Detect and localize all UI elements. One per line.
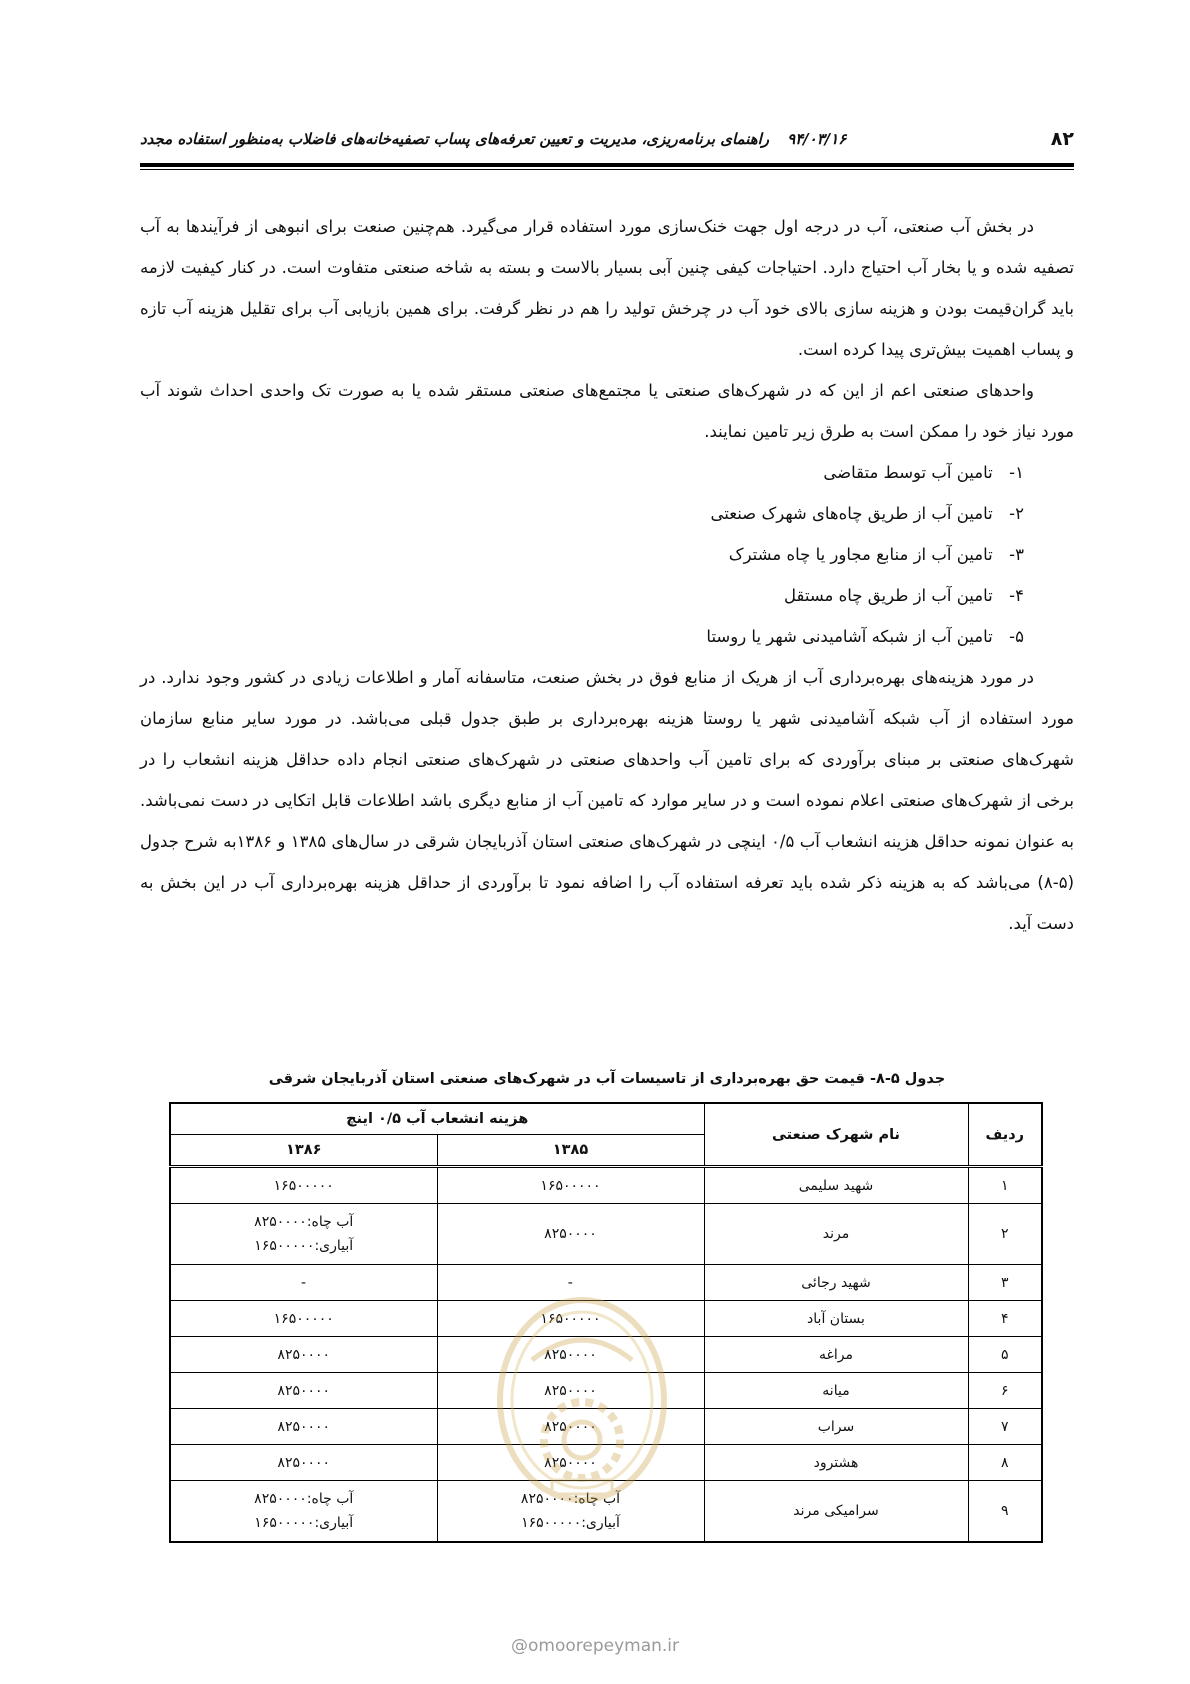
cell-1386: ۸۲۵۰۰۰۰ xyxy=(170,1337,437,1373)
cell-name: شهید رجائی xyxy=(704,1265,968,1301)
table-row xyxy=(170,1204,1042,1265)
table-caption: جدول ۵-۸- قیمت حق بهره‌برداری از تاسیسات آب در شهرک‌های صنعتی استان آذربایجان شرقی xyxy=(268,1071,946,1087)
list-text: تامین آب توسط متقاضی xyxy=(823,463,993,482)
running-title xyxy=(140,130,846,148)
cell-1386: ۸۲۵۰۰۰۰ xyxy=(170,1373,437,1409)
list-item xyxy=(140,534,1024,575)
footer-url[interactable] xyxy=(0,1636,1190,1656)
watermark-seal-icon xyxy=(492,1290,672,1520)
list-number: ۵- xyxy=(1009,627,1024,646)
cell-name: شهید سلیمی xyxy=(704,1167,968,1204)
cell-1386: ۸۲۵۰۰۰۰ xyxy=(170,1409,437,1445)
page-number: ۸۲ xyxy=(1050,128,1074,150)
cell-row: ۱ xyxy=(968,1167,1042,1204)
list-number: ۳- xyxy=(1009,545,1024,564)
header-title: راهنمای برنامه‌ریزی، مدیریت و تعیین تعرفه‌های پساب تصفیه‌خانه‌های فاضلاب به‌منظور استفاده مجدد xyxy=(140,130,770,148)
list-number: ۱- xyxy=(1009,463,1024,482)
list-item xyxy=(140,575,1024,616)
cell-1385: - xyxy=(437,1265,704,1301)
cell-name: مراغه xyxy=(704,1337,968,1373)
table-row xyxy=(170,1167,1042,1204)
cell-name: مرند xyxy=(704,1204,968,1265)
cell-1385-irrigation: آبیاری:۱۶۵۰۰۰۰۰ xyxy=(521,1515,620,1531)
cell-1386: ۱۶۵۰۰۰۰۰ xyxy=(170,1301,437,1337)
supply-methods-list xyxy=(140,452,1074,657)
cell-1386 xyxy=(170,1481,437,1543)
cell-name: سرامیکی مرند xyxy=(704,1481,968,1543)
cell-name: میانه xyxy=(704,1373,968,1409)
list-text: تامین آب از شبکه آشامیدنی شهر یا روستا xyxy=(706,627,993,646)
cell-1386-irrigation: آبیاری:۱۶۵۰۰۰۰۰ xyxy=(254,1515,354,1531)
cell-1386 xyxy=(170,1204,437,1265)
cell-1386: ۸۲۵۰۰۰۰ xyxy=(170,1445,437,1481)
cell-1386: ۱۶۵۰۰۰۰۰ xyxy=(170,1167,437,1204)
list-number: ۴- xyxy=(1009,586,1024,605)
col-header-name: نام شهرک صنعتی xyxy=(704,1103,968,1167)
cell-1385: ۸۲۵۰۰۰۰ xyxy=(437,1445,704,1481)
cell-1385: ۱۶۵۰۰۰۰۰ xyxy=(437,1167,704,1204)
cell-row: ۵ xyxy=(968,1337,1042,1373)
cell-1385: ۸۲۵۰۰۰۰ xyxy=(437,1373,704,1409)
list-item xyxy=(140,452,1024,493)
col-header-row: ردیف xyxy=(968,1103,1042,1167)
cell-name: سراب xyxy=(704,1409,968,1445)
list-item xyxy=(140,493,1024,534)
cell-1386: - xyxy=(170,1265,437,1301)
paragraph-3: در مورد هزینه‌های بهره‌برداری آب از هریک از منابع فوق در بخش صنعت، متاسفانه آمار و اطلاعات زیادی در کشور وجود ندارد. در مورد استفاده از آب شبکه آشامیدنی شهر یا روستا هزینه بهره‌برداری بر طبق جدول قبلی می‌باشد. در مورد سایر منابع سازمان شهرک‌های صنعتی بر مبنای برآوردی که برای تامین آب واحدهای صنعتی در شهرک‌های صنعتی انجام داده حداقل هزینه انشعاب را در برخی از شهرک‌های صنعتی اعلام نموده است و در سایر موارد که تامین آب از منابع دیگری باشد اطلاعات قابل اتکایی در دست نمی‌باشد. به عنوان نمونه حداقل هزینه انشعاب آب ۰/۵ اینچی در شهرک‌های صنعتی استان آذربایجان شرقی در سال‌های ۱۳۸۵ و ۱۳۸۶به شرح جدول (۵-۸) می‌باشد که به هزینه ذکر شده باید تعرفه استفاده آب را اضافه نمود تا برآوردی از حداقل هزینه بهره‌برداری آب در این بخش به دست آید. xyxy=(140,668,1075,933)
col-header-group: هزینه انشعاب آب ۰/۵ اینچ xyxy=(170,1103,704,1135)
cell-1385: ۱۶۵۰۰۰۰۰ xyxy=(437,1301,704,1337)
header-rule-thick xyxy=(140,163,1074,167)
cell-1385-well: آب چاه:۸۲۵۰۰۰۰ xyxy=(520,1491,621,1507)
at-icon: @ xyxy=(510,1636,528,1656)
col-header-1386: ۱۳۸۶ xyxy=(170,1135,437,1167)
cell-row: ۷ xyxy=(968,1409,1042,1445)
cell-1385: ۸۲۵۰۰۰۰ xyxy=(437,1337,704,1373)
cell-name: بستان آباد xyxy=(704,1301,968,1337)
cell-name: هشترود xyxy=(704,1445,968,1481)
list-text: تامین آب از منابع مجاور یا چاه مشترک xyxy=(728,545,993,564)
cell-1386-irrigation: آبیاری:۱۶۵۰۰۰۰۰ xyxy=(254,1238,354,1254)
list-item xyxy=(140,616,1024,657)
cell-1385: ۸۲۵۰۰۰۰ xyxy=(437,1204,704,1265)
col-header-1385: ۱۳۸۵ xyxy=(437,1135,704,1167)
list-text: تامین آب از طریق چاه‌های شهرک صنعتی xyxy=(710,504,993,523)
cell-row: ۳ xyxy=(968,1265,1042,1301)
paragraph-1: در بخش آب صنعتی، آب در درجه اول جهت خنک‌سازی مورد استفاده قرار می‌گیرد. هم‌چنین صنعت برای انبوهی از فرآیندها به آب تصفیه شده و یا بخار آب احتیاج دارد. احتیاجات کیفی چنین آبی بسیار بالاست و بسته به شاخه صنعتی متفاوت است. در کنار کیفیت لازمه باید گران‌قیمت بودن و هزینه سازی بالای خود آب در چرخش تولید را هم در نظر گرفت. برای همین بازیابی آب برای تقلیل هزینه آب تازه و پساب اهمیت بیش‌تری پیدا کرده است. xyxy=(140,217,1074,359)
cell-1386-well: آب چاه:۸۲۵۰۰۰۰ xyxy=(254,1491,354,1507)
cell-row: ۹ xyxy=(968,1481,1042,1543)
footer-url-text: omoorepeyman.ir xyxy=(527,1636,680,1656)
list-number: ۲- xyxy=(1009,504,1024,523)
paragraph-2: واحدهای صنعتی اعم از این که در شهرک‌های صنعتی یا مجتمع‌های صنعتی مستقر شده یا به صورت تک واحدی احداث شوند آب مورد نیاز خود را ممکن است به طرق زیر تامین نمایند. xyxy=(140,381,1074,441)
cell-row: ۴ xyxy=(968,1301,1042,1337)
cell-row: ۸ xyxy=(968,1445,1042,1481)
body-text xyxy=(140,206,1074,944)
header-rule-thin xyxy=(140,169,1074,170)
list-text: تامین آب از طریق چاه مستقل xyxy=(784,586,993,605)
cell-1386-well: آب چاه:۸۲۵۰۰۰۰ xyxy=(254,1214,354,1230)
cell-row: ۶ xyxy=(968,1373,1042,1409)
running-header xyxy=(140,128,1074,152)
cell-1385: ۸۲۵۰۰۰۰ xyxy=(437,1409,704,1445)
cell-row: ۲ xyxy=(968,1204,1042,1265)
header-date: ۹۴/۰۳/۱۶ xyxy=(787,130,847,148)
